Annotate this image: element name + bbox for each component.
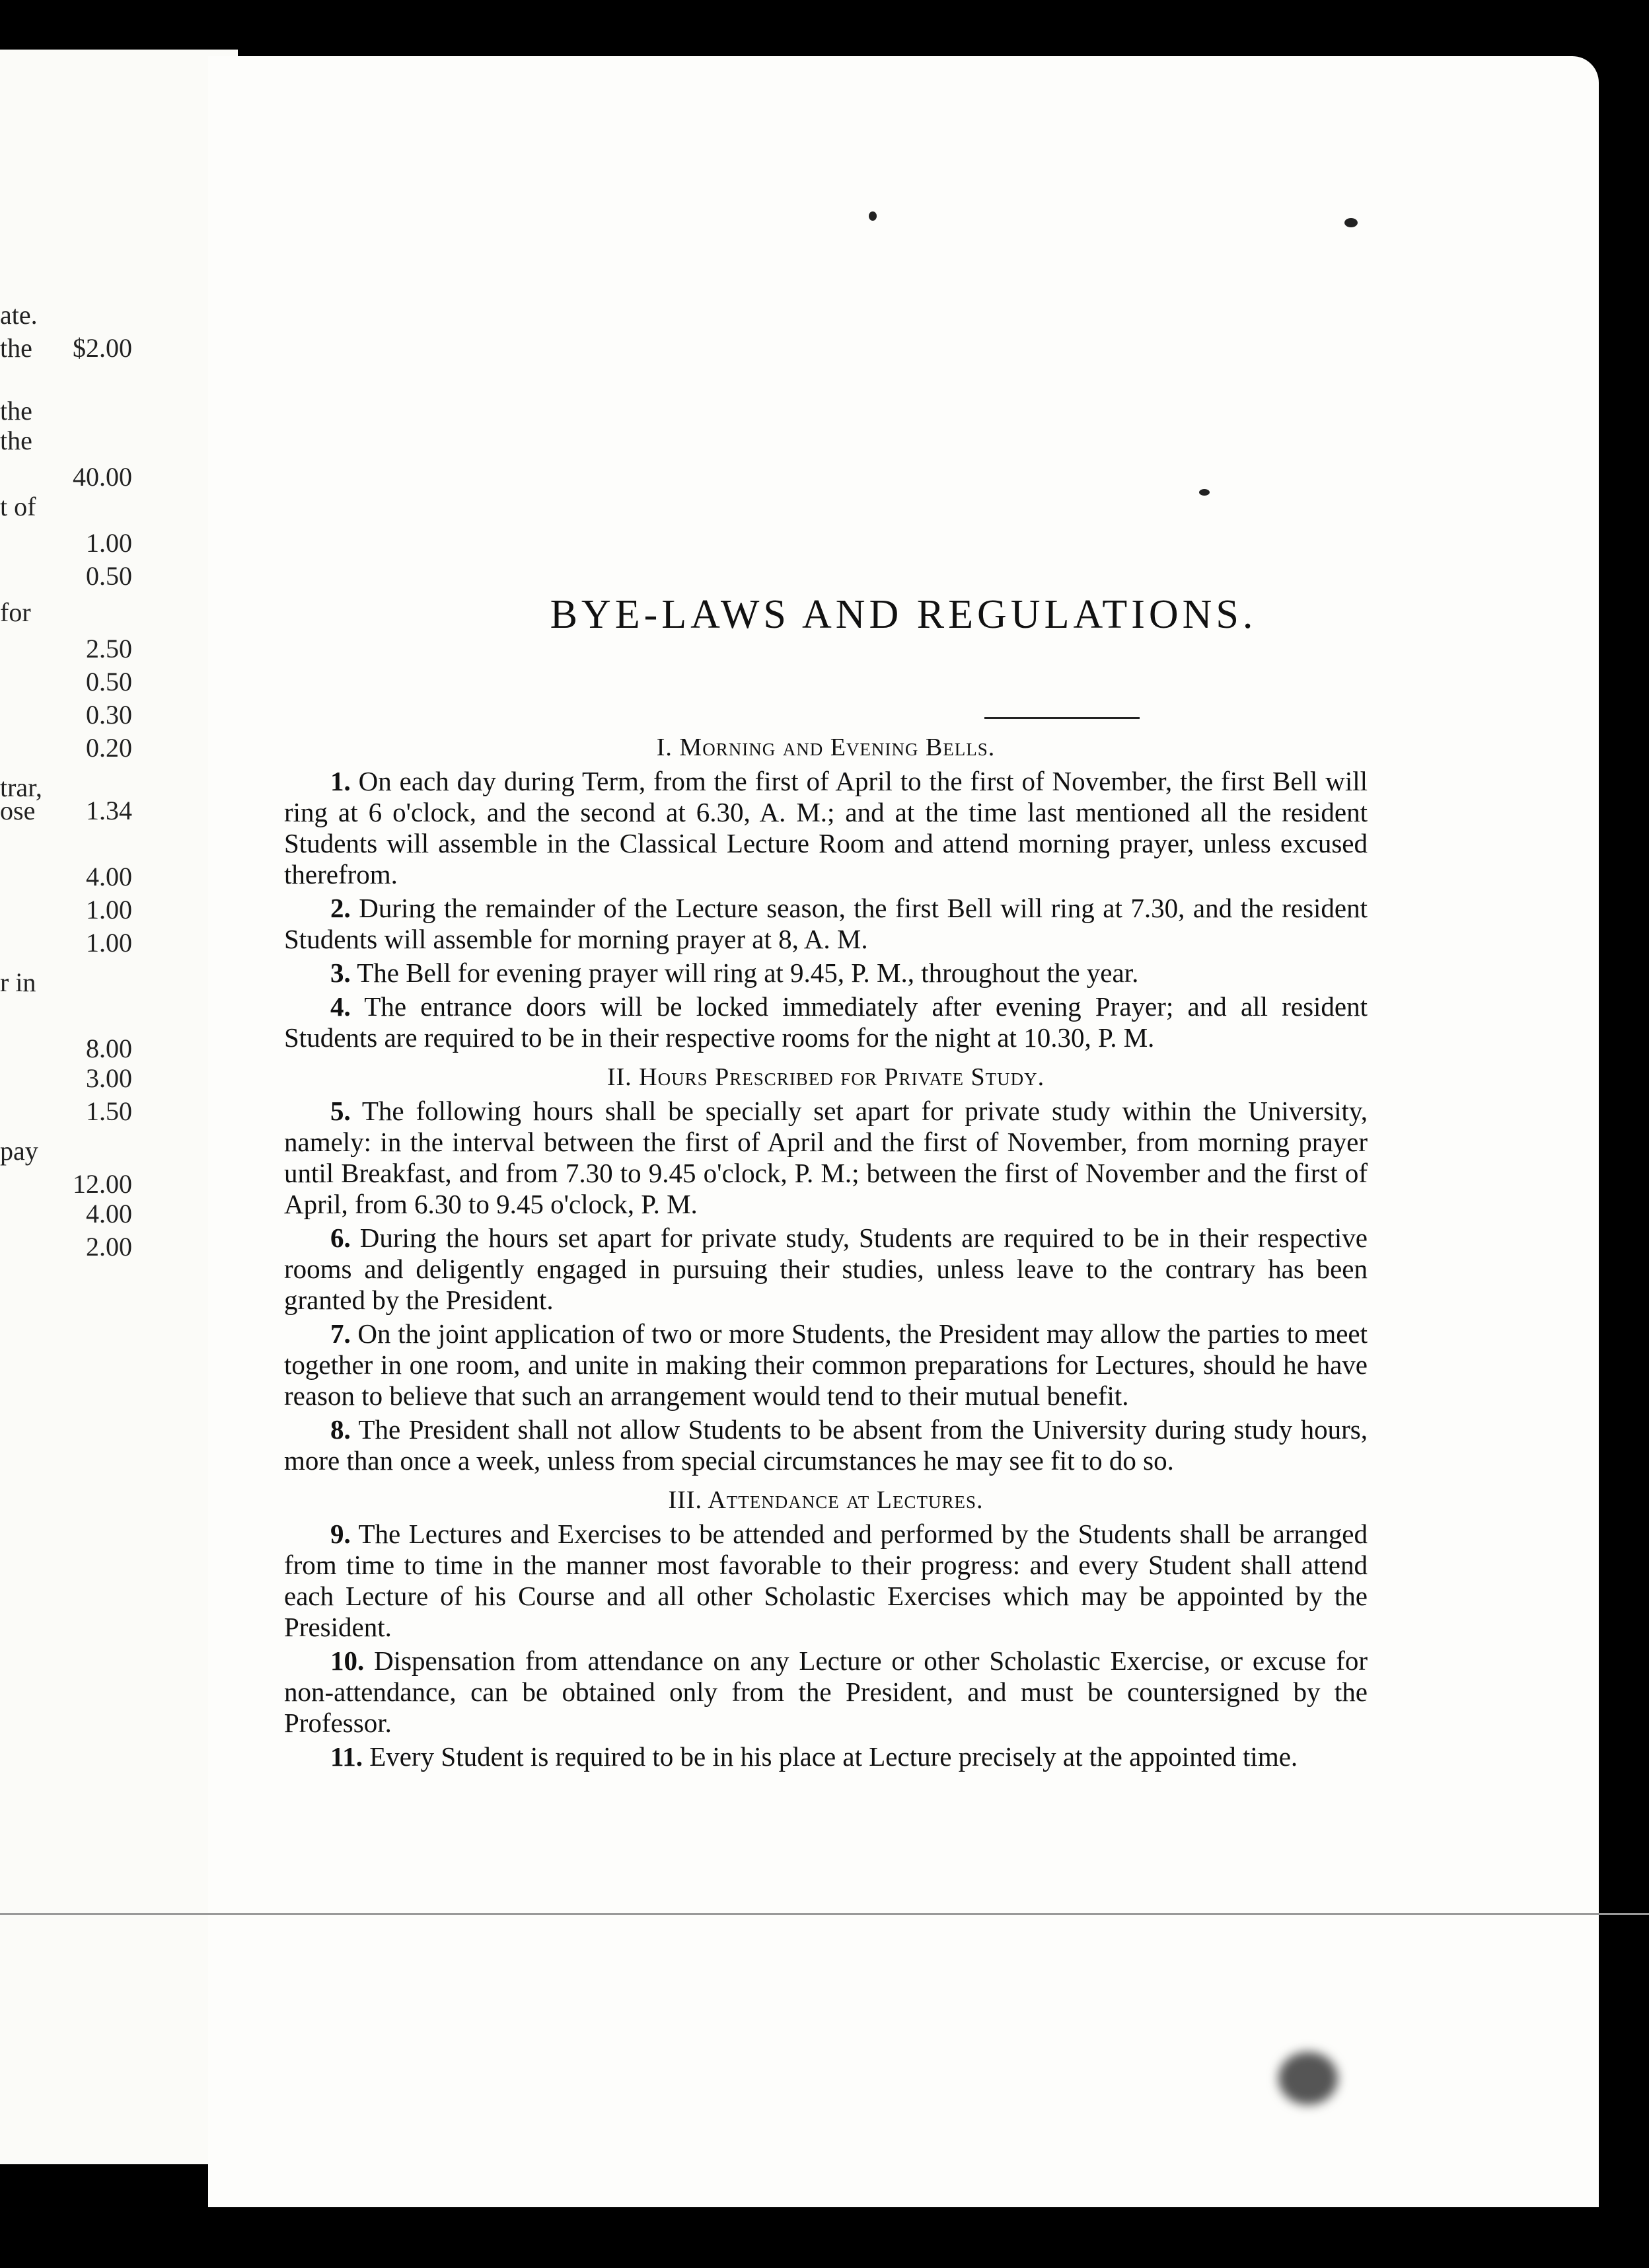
paragraph-text: Dispensation from attendance on any Lecture or other Scholastic Exercise, or excuse for non-attendance, can be obtained only from the President, and must be countersigned by the Professor. [284,1645,1368,1738]
left-page-amount: 1.00 [86,928,132,958]
paragraph-text: During the hours set apart for private study, Students are required to be in their respective rooms and deligently engaged in pursuing their studies, unless leave to the contrary has been granted by the President. [284,1223,1368,1315]
paragraph-number: 2. [330,893,351,923]
left-page-amount: $2.00 [73,333,132,363]
scan-fold-line [0,1913,1649,1915]
paragraph-number: 11. [330,1741,363,1772]
paragraph-11 [284,1741,1368,1772]
left-page-amount: 0.50 [86,561,132,591]
paragraph-6 [284,1223,1368,1316]
paragraph-text: The following hours shall be specially set apart for private study within the University, namely: in the interval between the first of April and the first of November, from morning prayer until Breakfast, and from 7.30 to 9.45 o'clock, P. M.; between the first of November and the first of April, from 6.30 to 9.45 o'clock, P. M. [284,1096,1368,1219]
left-page-amount: 0.20 [86,733,132,763]
ink-smudge [1278,2052,1338,2105]
paragraph-9 [284,1519,1368,1643]
left-page-amount: 1.50 [86,1096,132,1126]
left-page-amount: 2.50 [86,634,132,663]
paragraph-number: 7. [330,1318,351,1349]
left-page-amount: 0.30 [86,700,132,730]
paragraph-number: 5. [330,1096,351,1126]
paragraph-text: On the joint application of two or more Students, the President may allow the parties to meet together in one room, and unite in making their common preparations for Lectures, should he have reason to believe that such an arrangement would tend to their mutual benefit. [284,1318,1368,1411]
paragraph-number: 9. [330,1519,351,1549]
left-page-amount: 0.50 [86,667,132,697]
left-page-amount: 1.34 [86,796,132,825]
left-page-amount: 8.00 [86,1034,132,1063]
left-page-amount: 4.00 [86,1199,132,1228]
paragraph-text: On each day during Term, from the first of April to the first of November, the first Bell will ring at 6 o'clock, and the second at 6.30, A. M.; and at the time last mentioned all the resident Students will assemble in the Classical Lecture Room and attend morning prayer, unless excused therefrom. [284,766,1368,889]
left-page-text: ate. [0,300,38,330]
paragraph-text: The Bell for evening prayer will ring at 9.45, P. M., throughout the year. [357,958,1139,988]
paragraph-10 [284,1645,1368,1739]
ink-speck [1199,489,1210,496]
paragraph-number: 6. [330,1223,351,1253]
section-heading-2: II. Hours Prescribed for Private Study. [606,1063,1045,1091]
paragraph-7 [284,1318,1368,1412]
left-page-amount: 1.00 [86,895,132,925]
title-rule [984,717,1140,719]
paragraph-4 [284,991,1368,1053]
paragraph-3 [284,958,1368,989]
left-page-amount: 2.00 [86,1232,132,1262]
paragraph-1 [284,766,1368,890]
paragraph-text: The President shall not allow Students to be absent from the University during study hours, more than once a week, unless from special circumstances he may see fit to do so. [284,1414,1368,1476]
left-page-text: the [0,333,32,363]
left-page-text: r in [0,967,36,997]
main-page [208,56,1599,2207]
left-page-amount: 12.00 [73,1169,132,1199]
left-page-text: ose [0,796,36,825]
paragraph-number: 4. [330,991,351,1022]
paragraph-2 [284,893,1368,955]
left-page-text: the [0,396,32,426]
paragraph-text: During the remainder of the Lecture season, the first Bell will ring at 7.30, and the resident Students will assemble for morning prayer at 8, A. M. [284,893,1368,954]
regulations-body [284,724,1368,1775]
left-page-text: the [0,426,32,455]
paragraph-number: 3. [330,958,351,988]
left-page-amount: 1.00 [86,528,132,558]
page-title: BYE-LAWS AND REGULATIONS. [550,592,1257,637]
paragraph-5 [284,1096,1368,1220]
left-page-text: trar, [0,773,42,802]
left-page-amount: 40.00 [73,462,132,492]
left-page-amount: 3.00 [86,1063,132,1093]
paragraph-text: Every Student is required to be in his place at Lecture precisely at the appointed time. [369,1741,1298,1772]
ink-speck [869,211,877,221]
paragraph-number: 8. [330,1414,351,1445]
paragraph-text: The entrance doors will be locked immediately after evening Prayer; and all resident Students are required to be in their respective rooms for the night at 10.30, P. M. [284,991,1368,1053]
paragraph-number: 10. [330,1645,365,1676]
paragraph-8 [284,1414,1368,1476]
left-page-text: for [0,597,31,627]
left-page-text: pay [0,1136,38,1166]
paragraph-number: 1. [330,766,351,796]
section-heading-1: I. Morning and Evening Bells. [656,734,996,761]
left-page-text: t of [0,492,36,521]
section-heading-3: III. Attendance at Lectures. [668,1486,984,1514]
left-page-fragment [0,50,238,2164]
left-page-amount: 4.00 [86,862,132,891]
ink-speck [1344,218,1358,227]
paragraph-text: The Lectures and Exercises to be attended and performed by the Students shall be arranged from time to time in the manner most favorable to their progress: and every Student shall attend each Lecture of his Course and all other Scholastic Exercises which may be appointed by the President. [284,1519,1368,1642]
